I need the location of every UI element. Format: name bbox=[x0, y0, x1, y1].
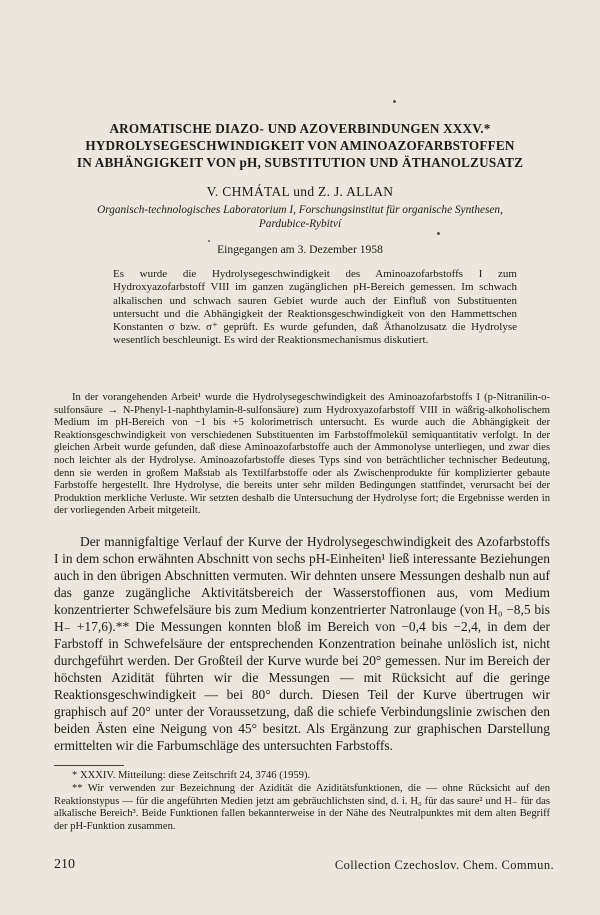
affiliation-line: Organisch-technologisches Laboratorium I, Forschungsinstitut für organische Synthesen, bbox=[97, 204, 503, 216]
authors: V. CHMÁTAL und Z. J. ALLAN bbox=[206, 184, 394, 199]
article-title bbox=[40, 120, 560, 171]
journal-name: Collection Czechoslov. Chem. Commun. bbox=[334, 858, 554, 872]
footnote: * XXXIV. Mitteilung: diese Zeitschrift 24, 3746 (1959). bbox=[72, 770, 311, 781]
speck bbox=[208, 240, 210, 242]
page-number: 210 bbox=[54, 857, 75, 872]
affiliation bbox=[60, 204, 540, 231]
footnotes bbox=[54, 770, 550, 834]
affiliation-line: Pardubice-Rybitví bbox=[258, 217, 342, 230]
title-line: AROMATISCHE DIAZO- UND AZOVERBINDUNGEN XXXV.* bbox=[109, 121, 491, 136]
footnote: ** Wir verwenden zur Bezeichnung der Azidität die Aziditätsfunktionen, die — ohne Rücksicht auf den Reaktionstypus — für die angeführten Medien jetzt am gebräuchlichsten sind, d. i. H₀ für das saure² und H₋ für das alkalische Bereich³. Beide Funktionen fallen bekannterweise in der Nähe des Neutralpunktes mit dem alten Begriff der pH-Funktion zusammen. bbox=[54, 782, 550, 833]
speck bbox=[393, 100, 396, 103]
footnote-rule bbox=[54, 765, 124, 766]
intro-paragraph: In der vorangehenden Arbeit¹ wurde die Hydrolysegeschwindigkeit des Aminoazofarbstoffs I (p-Nitranilin-o-sulfonsäure → N-Phenyl-1-naphthylamin-8-sulfonsäure) zum Hydroxyazofarbstoff VIII in wäßrig-alkoholischem Medium im pH-Bereich von −1 bis +5 kolorimetrisch untersucht. Es wurde auch die Abhängigkeit der Reaktionsgeschwindigkeit von verschiedenen Substituenten im Farbstoffmolekül semiquantitativ verfolgt. In der gleichen Arbeit wurde gefunden, daß diese Aminoazofarbstoffe auch der Ammonolyse unterliegen, und zwar dies noch leichter als der Hydrolyse. Aminoazofarbstoffe dieses Typs sind von beträchtlicher technischer Bedeutung, denn sie werden in großem Maßstab als Textilfarbstoffe oder als Zwischenprodukte für komplizierter gebaute Farbstoffe hergestellt. Ihre Hydrolyse, die bereits unter sehr milden Bedingungen stattfindet, verursacht bei der Produktion merkliche Verluste. Wir setzten deshalb die Untersuchung der Hydrolyse fort; die Ergebnisse werden in der vorliegenden Arbeit mitgeteilt. bbox=[54, 392, 550, 517]
title-line: IN ABHÄNGIGKEIT VON pH, SUBSTITUTION UND ÄTHANOLZUSATZ bbox=[76, 155, 524, 170]
speck bbox=[437, 232, 440, 235]
body-paragraph: Der mannigfaltige Verlauf der Kurve der Hydrolysegeschwindigkeit des Azofarbstoffs I in dem schon erwähnten Abschnitt von sechs pH-Einheiten¹ ließ interessante Beziehungen auch in den übrigen Abschnitten vermuten. Wir dehnten unsere Messungen deshalb nun auf das ganze zugängliche Aktivitätsbereich der Wasserstoffionen aus, vom Medium konzentrierter Schwefelsäure bis zum Medium konzentrierter Natronlauge (von H₀ −8,5 bis H₋ +17,6).** Die Messungen konnten bloß im Bereich von −0,4 bis −2,4, in dem der Farbstoff in Schwefelsäure der entsprechenden Konzentration beinahe unlöslich ist, nicht durchgeführt werden. Der Großteil der Kurve wurde bei 20° gemessen. Nur im Bereich der höchsten Azidität führten wir die Messungen — mit Rücksicht auf die geringe Reaktionsgeschwindigkeit — bei 80° durch. Diesen Teil der Kurve übertrugen wir graphisch auf 20° unter der Voraussetzung, daß die schiefe Verbindungslinie zwischen den beiden Ästen eine Neigung von 45° besitzt. Als Ergänzung zur graphischen Darstellung ermittelten wir die Farbumschläge des untersuchten Farbstoffs. bbox=[54, 534, 550, 753]
title-line: HYDROLYSEGESCHWINDIGKEIT VON AMINOAZOFARBSTOFFEN bbox=[85, 138, 515, 153]
received-date: Eingegangen am 3. Dezember 1958 bbox=[217, 243, 383, 256]
abstract: Es wurde die Hydrolysegeschwindigkeit des Aminoazofarbstoffs I zum Hydroxyazofarbstoff VIII im ganzen zugänglichen pH-Bereich gemessen. Im schwach alkalischen und schwach sauren Gebiet wurde auch der Einfluß von Substituenten untersucht und die Abhängigkeit der Reaktionsgeschwindigkeit von den Hammettschen Konstanten σ bzw. σ⁺ geprüft. Es wurde gefunden, daß Äthanolzusatz die Hydrolyse wesentlich beschleunigt. Es wird der Reaktionsmechanismus diskutiert. bbox=[113, 268, 517, 347]
